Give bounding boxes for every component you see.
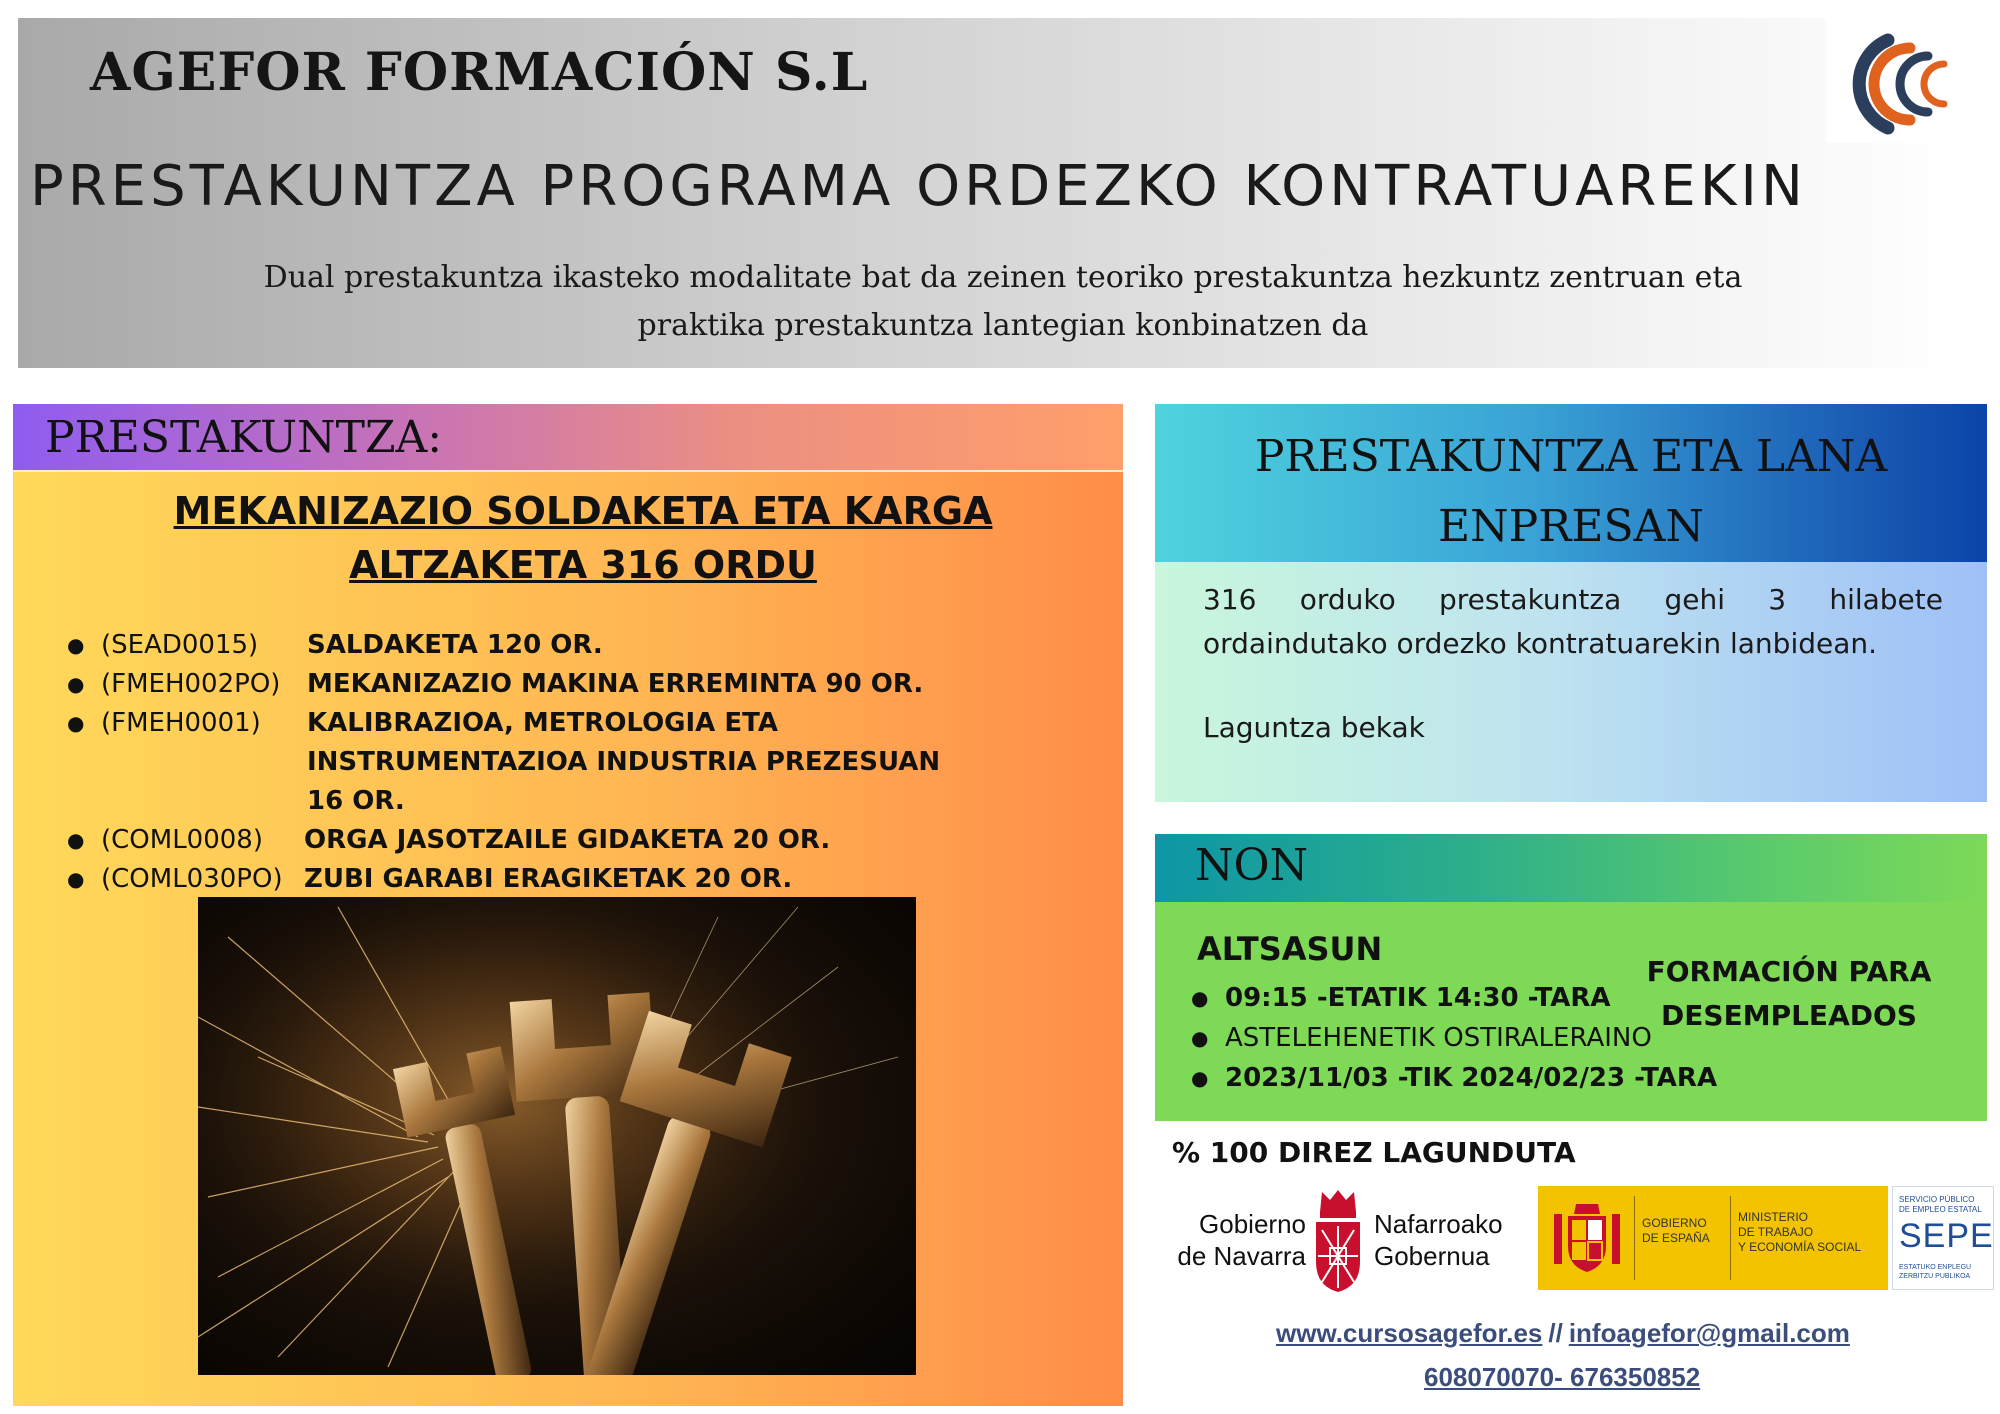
- bullet-icon: ●: [1191, 1066, 1209, 1090]
- module-name: SALDAKETA 120 OR.: [307, 630, 603, 660]
- navarra-text-line: Nafarroako: [1374, 1209, 1503, 1239]
- module-list: [67, 626, 1107, 899]
- module-item: [67, 665, 1107, 704]
- work-card: [1155, 404, 1987, 802]
- where-heading: NON: [1195, 840, 1309, 891]
- grants-text: Laguntza bekak: [1203, 711, 1425, 744]
- contact-line: [1276, 1318, 1916, 1349]
- spain-gov-text: [1642, 1216, 1726, 1246]
- module-item: [67, 626, 1107, 665]
- wrenches-sparks-photo: [198, 897, 916, 1375]
- module-name: ORGA JASOTZAILE GIDAKETA 20 OR.: [304, 825, 831, 855]
- gobierno-espana-logo: [1538, 1186, 1888, 1290]
- sepe-text-line: SERVICIO PÚBLICO: [1899, 1195, 1975, 1204]
- schedule-text: 09:15 -ETATIK 14:30 -TARA: [1225, 983, 1611, 1013]
- bullet-icon: ●: [67, 633, 85, 657]
- ministry-text: [1738, 1210, 1886, 1255]
- unemployed-note-line: DESEMPLEADOS: [1661, 999, 1917, 1032]
- agefor-logo-icon: [1826, 18, 1971, 143]
- module-name: MEKANIZAZIO MAKINA ERREMINTA 90 OR.: [307, 669, 924, 699]
- module-item: [67, 704, 1107, 821]
- schedule-text: ASTELEHENETIK OSTIRALERAINO: [1225, 1023, 1652, 1053]
- work-heading-line: PRESTAKUNTZA ETA LANA: [1254, 431, 1888, 482]
- sepe-text-line: DE EMPLEO ESTATAL: [1899, 1205, 1982, 1214]
- where-card: [1155, 834, 1987, 1121]
- module-item: [67, 860, 1107, 899]
- spain-gov-text-line: GOBIERNO: [1642, 1216, 1707, 1230]
- bullet-icon: ●: [1191, 1026, 1209, 1050]
- module-item: [67, 821, 1107, 860]
- where-heading-bar: [1155, 834, 1987, 902]
- work-heading-line: ENPRESAN: [1438, 501, 1704, 552]
- ministry-text-line: MINISTERIO: [1738, 1210, 1809, 1224]
- navarra-text-es: [1156, 1208, 1306, 1272]
- header-banner: [18, 18, 1968, 368]
- module-name: KALIBRAZIOA, METROLOGIA ETA INSTRUMENTAZIOA INDUSTRIA PREZESUAN 16 OR.: [307, 708, 941, 816]
- bullet-icon: ●: [1191, 986, 1209, 1010]
- navarra-text-line: Gobernua: [1374, 1241, 1490, 1271]
- email-link[interactable]: infoagefor@gmail.com: [1568, 1318, 1850, 1348]
- module-name: ZUBI GARABI ERAGIKETAK 20 OR.: [304, 864, 793, 894]
- bullet-icon: ●: [67, 672, 85, 696]
- unemployed-note-line: FORMACIÓN PARA: [1646, 955, 1932, 988]
- work-heading-bar: [1155, 404, 1987, 562]
- subtitle-line: praktika prestakuntza lantegian konbinatzen da: [637, 308, 1369, 343]
- course-title-line: MEKANIZAZIO SOLDAKETA ETA KARGA: [173, 489, 993, 533]
- ministry-text-line: Y ECONOMÍA SOCIAL: [1738, 1240, 1862, 1254]
- gobierno-navarra-logo: [1152, 1186, 1524, 1296]
- sepe-text-line: ZERBITZU PUBLIKOA: [1899, 1273, 1971, 1280]
- training-heading: PRESTAKUNTZA:: [45, 412, 443, 463]
- funding-label: % 100 DIREZ LAGUNDUTA: [1172, 1136, 1576, 1169]
- wrench-icon: [198, 897, 916, 1375]
- bullet-icon: ●: [67, 828, 85, 852]
- divider: [1730, 1196, 1731, 1280]
- ministry-text-line: DE TRABAJO: [1738, 1225, 1814, 1239]
- spain-gov-text-line: DE ESPAÑA: [1642, 1231, 1710, 1245]
- course-title: [73, 484, 1093, 592]
- divider: [1634, 1196, 1635, 1280]
- agefor-logo: [1826, 18, 1971, 143]
- contact-separator: //: [1548, 1318, 1563, 1348]
- page-title: PRESTAKUNTZA PROGRAMA ORDEZKO KONTRATUAREKIN: [30, 154, 1807, 219]
- bullet-icon: ●: [67, 867, 85, 891]
- work-description: 316 orduko prestakuntza gehi 3 hilabete ordaindutako ordezko kontratuarekin lanbidean.: [1203, 583, 1943, 660]
- module-code: (FMEH002PO): [101, 669, 281, 699]
- location-name: ALTSASUN: [1197, 930, 1383, 968]
- unemployed-note: [1609, 950, 1969, 1038]
- subtitle-line: Dual prestakuntza ikasteko modalitate bat da zeinen teoriko prestakuntza hezkuntz zentruan eta: [263, 260, 1743, 295]
- navarra-text-line: de Navarra: [1177, 1241, 1306, 1271]
- sepe-text-line: ESTATUKO ENPLEGU: [1899, 1264, 1972, 1271]
- page-subtitle: [188, 254, 1818, 350]
- company-name: AGEFOR FORMACIÓN S.L: [90, 42, 869, 103]
- schedule-item: [1191, 1058, 1751, 1098]
- navarra-text-eu: [1374, 1208, 1534, 1272]
- sepe-logo: [1892, 1186, 1994, 1290]
- navarra-text-line: Gobierno: [1199, 1209, 1306, 1239]
- phone-numbers: 608070070- 676350852: [1424, 1362, 1701, 1392]
- work-heading: [1195, 422, 1947, 562]
- training-card: [13, 404, 1123, 1406]
- schedule-text: 2023/11/03 -TIK 2024/02/23 -TARA: [1225, 1063, 1718, 1093]
- module-code: (COML030PO): [101, 864, 283, 894]
- navarra-shield-icon: [1308, 1186, 1368, 1296]
- sepe-bottom-text: [1899, 1263, 1989, 1281]
- spain-shield-icon: [1552, 1200, 1622, 1276]
- module-code: (SEAD0015): [101, 630, 259, 660]
- website-link[interactable]: www.cursosagefor.es: [1276, 1318, 1543, 1348]
- sepe-name: SEPE: [1899, 1217, 1994, 1255]
- training-heading-bar: [13, 404, 1123, 472]
- course-title-line: ALTZAKETA 316 ORDU: [349, 543, 817, 587]
- bullet-icon: ●: [67, 711, 85, 735]
- module-code: (COML0008): [101, 825, 263, 855]
- sepe-top-text: [1899, 1195, 1989, 1215]
- module-code: (FMEH0001): [101, 708, 261, 738]
